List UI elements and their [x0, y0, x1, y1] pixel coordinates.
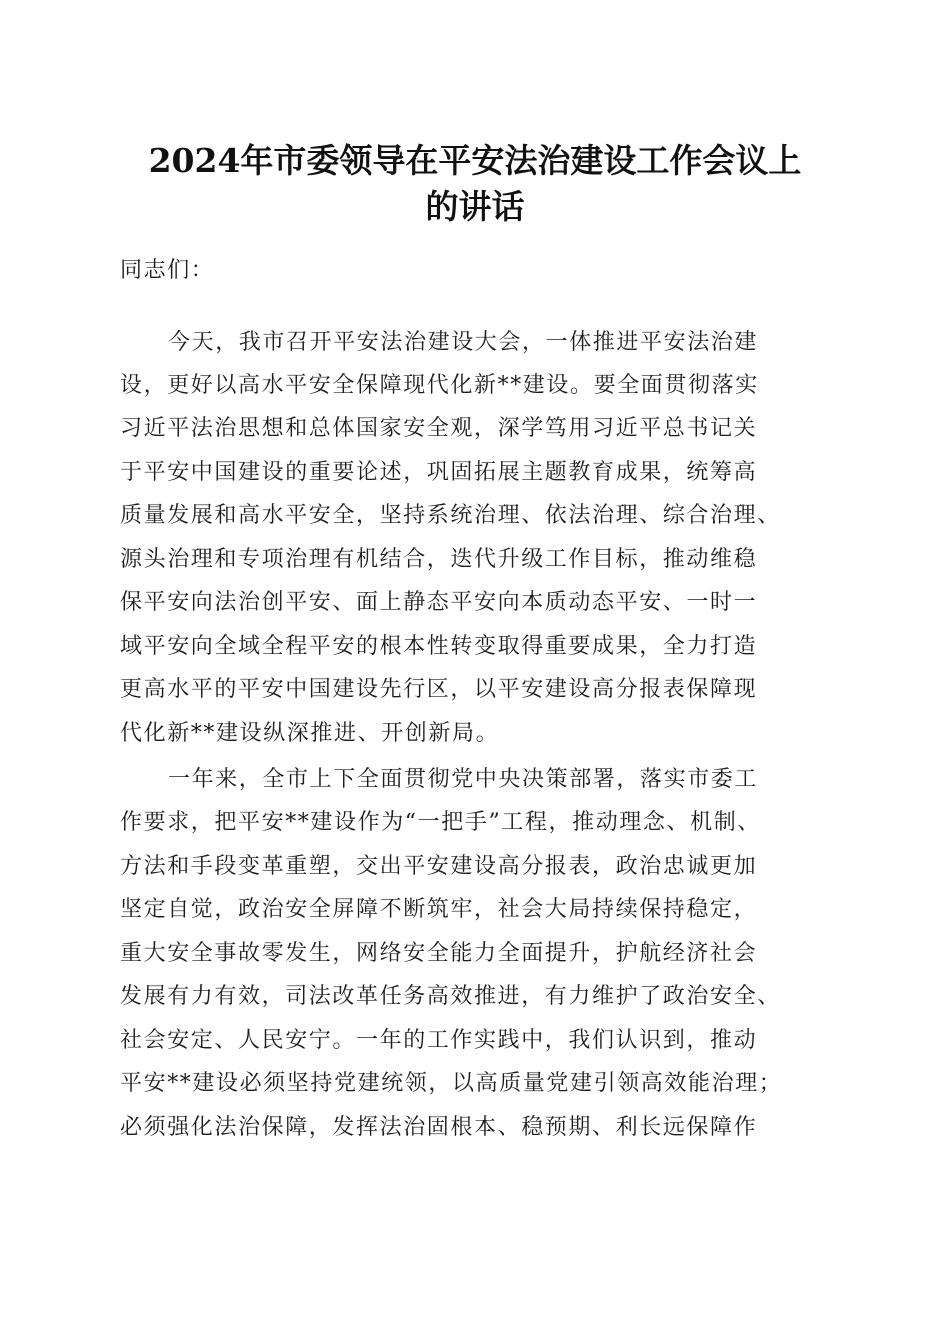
paragraph-line: 方法和手段变革重塑，交出平安建设高分报表，政治忠诚更加 — [120, 854, 758, 879]
paragraph-line: 更高水平的平安中国建设先行区，以平安建设高分报表保障现 — [120, 677, 758, 702]
paragraph-line: 习近平法治思想和总体国家安全观，深学笃用习近平总书记关 — [120, 416, 758, 441]
paragraph-line: 平安**建设必须坚持党建统领，以高质量党建引领高效能治理； — [120, 1071, 783, 1096]
paragraph-line: 发展有力有效，司法改革任务高效推进，有力维护了政治安全、 — [120, 984, 781, 1009]
paragraph-line: 必须强化法治保障，发挥法治固根本、稳预期、利长远保障作 — [120, 1115, 758, 1140]
paragraph-line: 一年来，全市上下全面贯彻党中央决策部署，落实市委工 — [168, 767, 759, 792]
paragraph-line: 代化新**建设纵深推进、开创新局。 — [120, 721, 500, 746]
paragraph-line: 今天，我市召开平安法治建设大会，一体推进平安法治建 — [168, 330, 759, 355]
paragraph-line: 源头治理和专项治理有机结合，迭代升级工作目标，推动维稳 — [120, 547, 758, 572]
paragraph-line: 质量发展和高水平安全，坚持系统治理、依法治理、综合治理、 — [120, 503, 781, 528]
title-line-1: 2024年市委领导在平安法治建设工作会议上 — [148, 141, 802, 180]
paragraph-line: 作要求，把平安**建设作为“一把手”工程，推动理念、机制、 — [120, 810, 761, 835]
title-line-2: 的讲话 — [425, 187, 525, 226]
document-title — [100, 138, 850, 230]
paragraph-line: 社会安定、人民安宁。一年的工作实践中，我们认识到，推动 — [120, 1028, 758, 1053]
paragraph-line: 重大安全事故零发生，网络安全能力全面提升，护航经济社会 — [120, 941, 758, 966]
paragraph-line: 设，更好以高水平安全保障现代化新**建设。要全面贯彻落实 — [120, 373, 759, 398]
paragraph-line: 坚定自觉，政治安全屏障不断筑牢，社会大局持续保持稳定， — [120, 897, 758, 922]
paragraph-line: 保平安向法治创平安、面上静态平安向本质动态平安、一时一 — [120, 590, 758, 615]
paragraph-line: 域平安向全域全程平安的根本性转变取得重要成果，全力打造 — [120, 634, 758, 659]
salutation: 同志们： — [120, 258, 215, 283]
paragraph-line: 于平安中国建设的重要论述，巩固拓展主题教育成果，统筹高 — [120, 460, 758, 485]
